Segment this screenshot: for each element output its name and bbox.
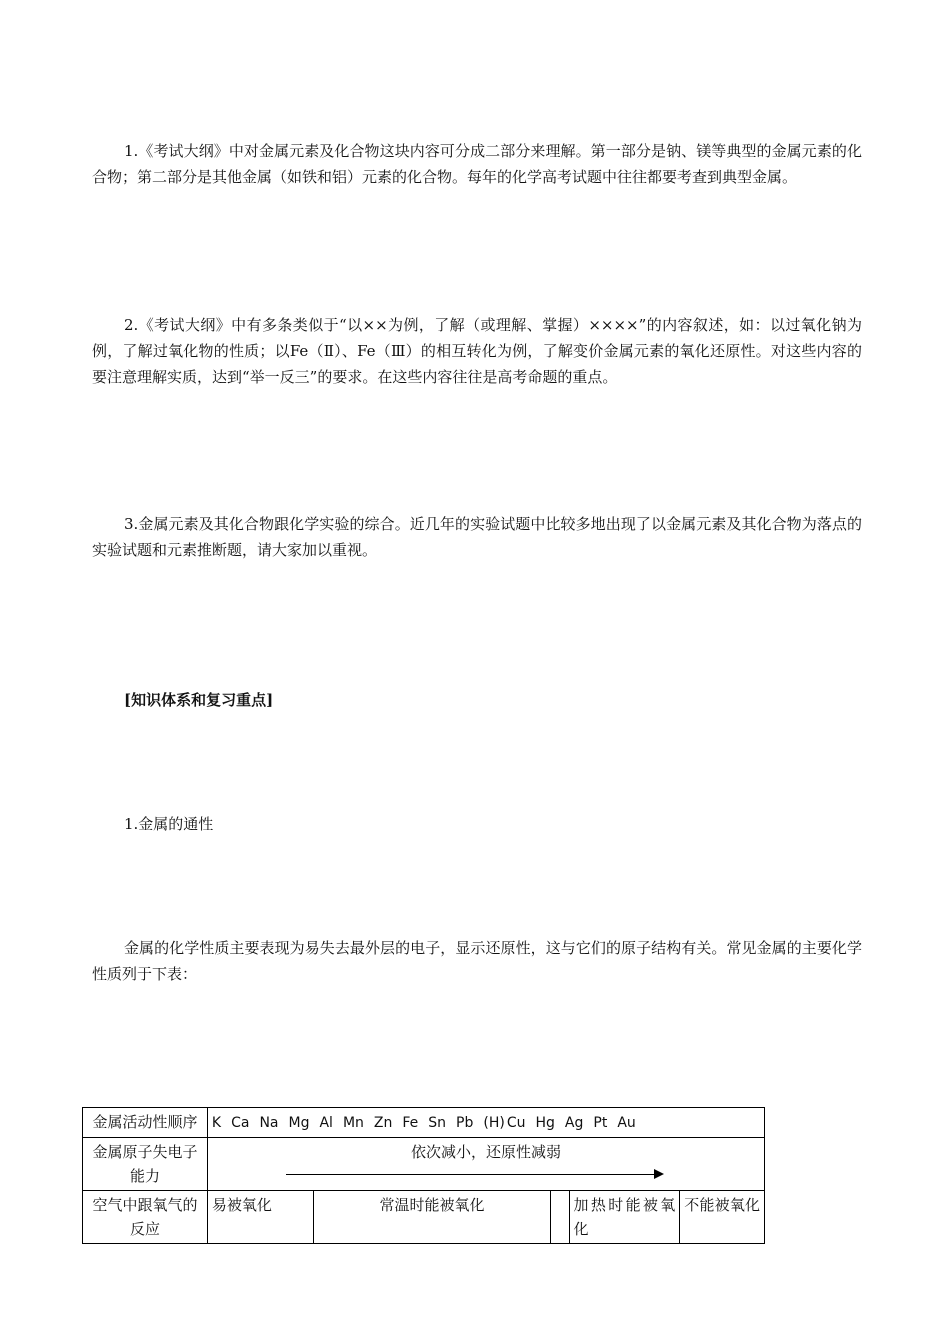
metal-symbol: Zn: [373, 1115, 393, 1131]
metal-symbol: Ca: [231, 1115, 250, 1131]
electron-loss-trend: [207, 1138, 764, 1191]
table-row: [83, 1138, 765, 1191]
arrow-right-icon: [654, 1169, 664, 1179]
metal-symbol: (H): [483, 1115, 505, 1131]
intro-paragraph: 金属的化学性质主要表现为易失去最外层的电子，显示还原性，这与它们的原子结构有关。常见金属的主要化学性质列于下表：: [92, 939, 862, 983]
metal-symbol: Ag: [564, 1115, 584, 1131]
metal-symbol: Mn: [342, 1115, 364, 1131]
section-heading: [知识体系和复习重点]: [124, 691, 274, 709]
metal-symbol: Pt: [593, 1115, 608, 1131]
trend-label: 依次减小，还原性减弱: [410, 1143, 561, 1161]
oxygen-reaction-blank: [551, 1191, 569, 1244]
metal-symbol: Pb: [456, 1115, 474, 1131]
metal-symbol: Hg: [535, 1115, 555, 1131]
oxygen-reaction-header: 空气中跟氧气的反应: [83, 1191, 208, 1244]
table-row: [83, 1108, 765, 1138]
trend-arrow-line: [286, 1174, 656, 1175]
oxygen-reaction-heating: 加热时能被氧化: [569, 1191, 680, 1244]
activity-order-header: 金属活动性顺序: [83, 1108, 208, 1138]
metal-symbol: Au: [617, 1115, 636, 1131]
metal-symbol: Al: [319, 1115, 333, 1131]
activity-order-values: [207, 1108, 764, 1138]
metal-properties-table: [82, 1107, 765, 1244]
metal-symbol: Cu: [506, 1115, 526, 1131]
paragraph-3: 3.金属元素及其化合物跟化学实验的综合。近几年的实验试题中比较多地出现了以金属元素及其化合物为落点的实验试题和元素推断题，请大家加以重视。: [92, 515, 862, 559]
metal-symbol: Fe: [402, 1115, 419, 1131]
electron-loss-header: 金属原子失电子能力: [83, 1138, 208, 1191]
metal-symbol: Na: [259, 1115, 279, 1131]
metal-symbol: Mg: [288, 1115, 310, 1131]
paragraph-2: 2.《考试大纲》中有多条类似于“以××为例，了解（或理解、掌握）××××”的内容叙述，如：以过氧化钠为例，了解过氧化物的性质；以Fe（Ⅱ）、Fe（Ⅲ）的相互转化为例，了解变价金属元素的氧化还原性。对这些内容的要注意理解实质，达到“举一反三”的要求。在这些内容往往是高考命题的重点。: [92, 316, 862, 386]
paragraph-1: 1.《考试大纲》中对金属元素及化合物这块内容可分成二部分来理解。第一部分是钠、镁等典型的金属元素的化合物；第二部分是其他金属（如铁和铝）元素的化合物。每年的化学高考试题中往往都要考查到典型金属。: [92, 142, 862, 186]
metal-symbol: Sn: [428, 1115, 447, 1131]
oxygen-reaction-none: 不能被氧化: [680, 1191, 765, 1244]
metal-symbol: K: [211, 1115, 222, 1131]
oxygen-reaction-easy: 易被氧化: [207, 1191, 313, 1244]
oxygen-reaction-room-temp: 常温时能被氧化: [313, 1191, 551, 1244]
table-row: [83, 1191, 765, 1244]
subsection-title: 1.金属的通性: [124, 815, 214, 833]
